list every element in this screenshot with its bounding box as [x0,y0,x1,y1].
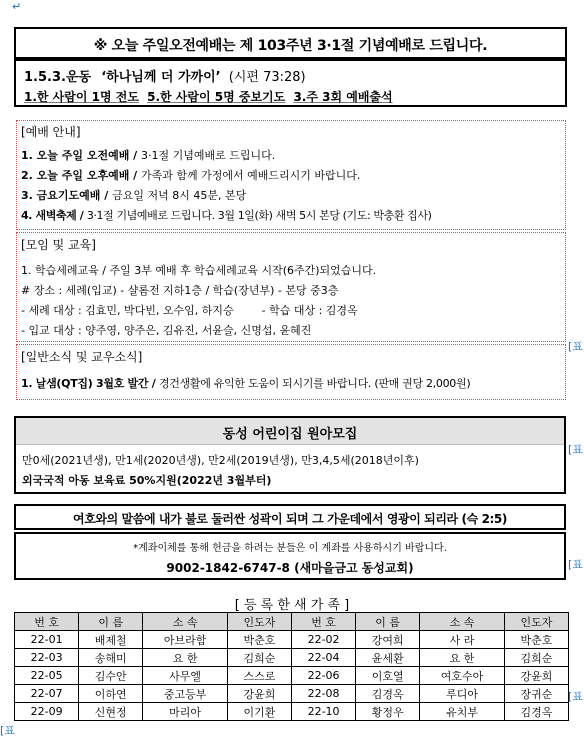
header-cell: 소 속 [143,613,228,631]
account-box [14,532,566,580]
header-cell: 소 속 [420,613,505,631]
header-cell: 번 호 [15,613,79,631]
header-cell: 인도자 [504,613,568,631]
worship-heading: [예배 안내] [21,125,81,139]
table-cell: 김희순 [227,649,291,667]
table-cell: 강윤희 [504,667,568,685]
motto-prayer: 5.한 사람이 5명 중보기도 [147,90,286,104]
table-cell: 윤세환 [356,649,420,667]
table-cell: 사무엘 [143,667,228,685]
table-cell: 22-06 [291,667,355,685]
news-item-lead: 1. 날샘(QT집) 3월호 발간 / [21,377,159,390]
table-cell: 요 한 [420,649,505,667]
table-row [15,685,569,703]
announcement-title-box [14,27,567,59]
table-side-mark: [표 [0,724,15,737]
table-side-mark: [표 [568,340,583,353]
motto-title: ‘하나님께 더 가까이’ [101,70,221,85]
motto-attendance: 3.주 3회 예배출석 [293,90,393,104]
table-cell: 22-01 [15,631,79,649]
table-cell: 박춘호 [504,631,568,649]
header-cell: 인도자 [227,613,291,631]
table-cell: 강윤희 [227,685,291,703]
worship-item-3-text: 금요일 저녁 8시 45분, 본당 [112,189,247,202]
account-number: 9002-1842-6747-8 (새마을금고 동성교회) [166,561,414,575]
table-row [15,631,569,649]
table-cell: 아브라함 [143,631,228,649]
table-cell: 루디아 [420,685,505,703]
table-cell: 22-09 [15,703,79,721]
table-cell: 김경옥 [504,703,568,721]
registry-title: [ 등 록 한 새 가 족 ] [234,598,350,613]
table-row [15,667,569,685]
table-side-mark: [표 [568,690,583,703]
worship-item-1-lead: 1. 오늘 주일 오전예배 / [21,149,142,162]
table-cell: 여호수아 [420,667,505,685]
table-cell: 김수안 [79,667,143,685]
table-cell: 22-08 [291,685,355,703]
table-cell: 마리아 [143,703,228,721]
news-item-text: 경건생활에 유익한 도움이 되시기를 바랍니다. (판매 권당 2,000원) [158,377,471,390]
announcement-title: ※ 오늘 주일오전예배는 제 103주년 3·1절 기념예배로 드립니다. [93,38,488,54]
motto-evangelism: 1.한 사람이 1명 전도 [24,90,139,104]
table-cell: 김경옥 [356,685,420,703]
header-cell: 이 름 [79,613,143,631]
paragraph-mark: ↵ [12,0,22,13]
table-cell: 김희순 [504,649,568,667]
meeting-line-1: 1. 학습세례교육 / 주일 3부 예배 후 학습세례교육 시작(6주간)되었습니다. [21,264,377,277]
table-cell: 22-05 [15,667,79,685]
table-cell: 유치부 [420,703,505,721]
table-cell: 요 한 [143,649,228,667]
table-cell: 22-02 [291,631,355,649]
table-cell: 스스로 [227,667,291,685]
meeting-line-2: # 장소 : 세례(입교) - 샬롬전 지하1층 / 학습(장년부) - 본당 중3층 [21,284,339,297]
header-cell: 이 름 [356,613,420,631]
verse-box [14,504,566,530]
motto-reference: (시편 73:28) [228,70,306,85]
daycare-title: 동성 어린이집 원아모집 [222,427,358,442]
table-cell: 배제철 [79,631,143,649]
table-cell: 황정우 [356,703,420,721]
table-cell: 이호열 [356,667,420,685]
worship-item-4-lead: 4. 새벽축제 / [21,209,87,222]
news-section [16,344,566,400]
table-row [15,703,569,721]
table-row [15,649,569,667]
daycare-box [14,416,566,494]
table-cell: 22-03 [15,649,79,667]
table-side-mark: [표 [568,443,583,456]
meeting-line-3: - 세례 대상 : 김효민, 박다빈, 오수임, 하지승 - 학습 대상 : 김경옥 [21,304,358,317]
table-cell: 사 라 [420,631,505,649]
header-cell: 번 호 [291,613,355,631]
meeting-section [16,232,566,342]
table-cell: 신현정 [79,703,143,721]
verse-text: 여호와의 말씀에 내가 불로 둘러싼 성곽이 되며 그 가운데에서 영광이 되리라 (슥 2:5) [73,512,507,526]
meeting-line-4: - 입교 대상 : 양주영, 양주은, 김유진, 서윤슬, 신명섭, 윤혜진 [21,324,312,337]
daycare-ages: 만0세(2021년생), 만1세(2020년생), 만2세(2019년생), 만3,4,5세(2018년이후) [22,454,419,467]
table-cell: 22-07 [15,685,79,703]
table-cell: 장귀순 [504,685,568,703]
worship-section [16,120,566,230]
worship-item-2-text: 가족과 함께 가정에서 예배드리시기 바랍니다. [141,169,361,182]
table-cell: 박춘호 [227,631,291,649]
new-family-table [14,612,569,721]
worship-item-1-text: 3·1절 기념예배로 드립니다. [141,149,276,162]
table-side-mark: [표 [568,558,583,571]
meeting-heading: [모임 및 교육] [21,238,96,252]
table-cell: 이기환 [227,703,291,721]
worship-item-2-lead: 2. 오늘 주일 오후예배 / [21,169,142,182]
worship-item-3-lead: 3. 금요기도예배 / [21,189,113,202]
worship-item-4-text: 3·1절 기념예배로 드립니다. 3월 1일(화) 새벽 5시 본당 (기도: 박충환 집사) [86,209,432,222]
table-cell: 송해미 [79,649,143,667]
table-cell: 강여희 [356,631,420,649]
table-cell: 중고등부 [143,685,228,703]
motto-box [14,59,567,107]
table-header-row [15,613,569,631]
table-cell: 22-04 [291,649,355,667]
table-cell: 이하연 [79,685,143,703]
table-cell: 22-10 [291,703,355,721]
daycare-subsidy: 외국국적 아동 보육료 50%지원(2022년 3월부터) [22,474,272,487]
account-note: *계좌이체를 통해 헌금을 하려는 분들은 이 계좌를 사용하시기 바랍니다. [133,543,447,554]
news-heading: [일반소식 및 교우소식] [21,350,143,364]
motto-number: 1.5.3.운동 [24,70,92,85]
